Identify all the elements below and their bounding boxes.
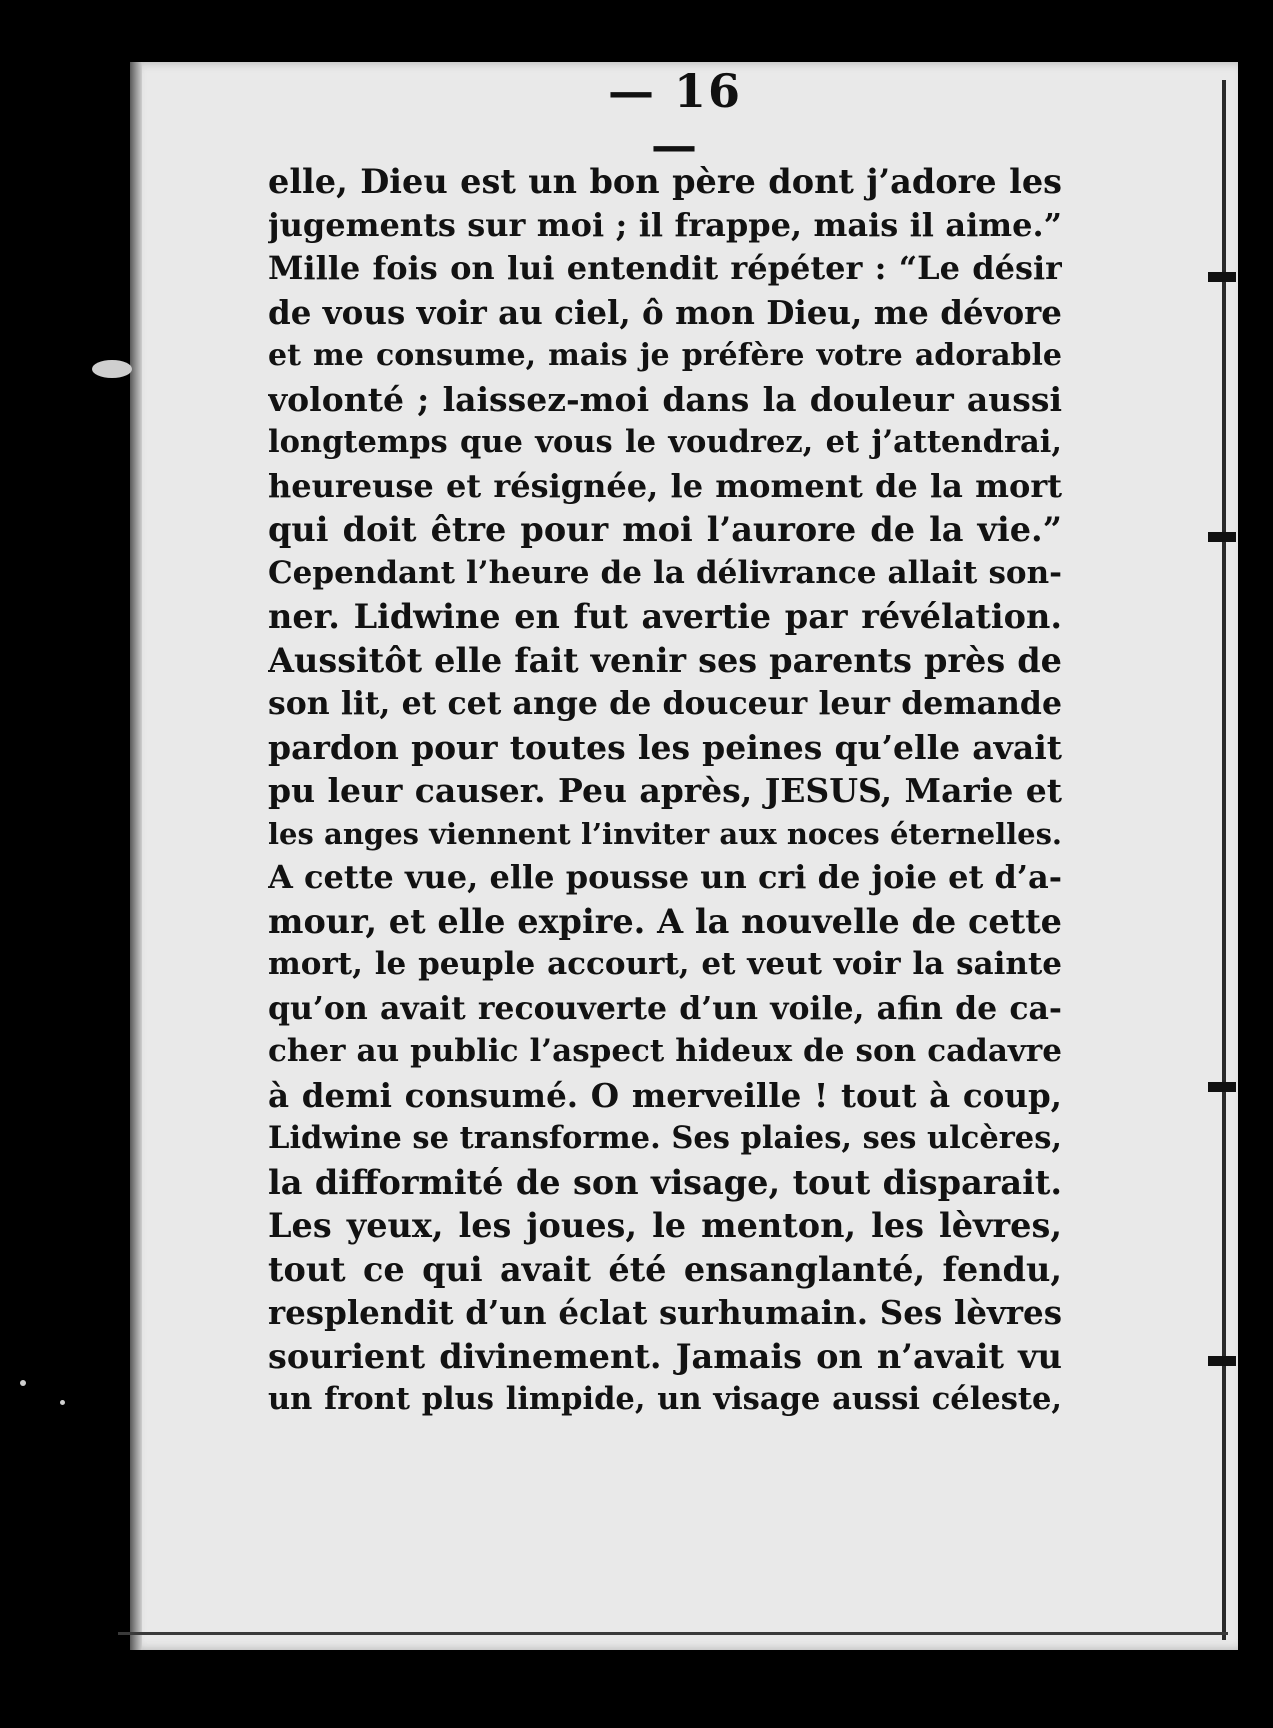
text-line: et me consume, mais je préfère votre adorable xyxy=(268,338,1062,373)
text-line: qu’on avait recouverte d’un voile, afin de ca- xyxy=(268,989,1062,1027)
margin-tick-mark xyxy=(1208,272,1236,282)
text-line: qui doit être pour moi l’aurore de la vie.” xyxy=(268,510,1062,549)
text-line: les anges viennent l’inviter aux noces éternelles. xyxy=(268,816,1062,851)
scan-artifact xyxy=(92,360,132,378)
bottom-edge-rule xyxy=(118,1632,1228,1635)
text-line: pardon pour toutes les peines qu’elle avait xyxy=(268,727,1062,767)
text-line: Cependant l’heure de la délivrance allait son- xyxy=(268,554,1062,591)
page-number: — 16 — xyxy=(607,64,743,172)
scan-artifact xyxy=(20,1380,26,1386)
text-line: heureuse et résignée, le moment de la mort xyxy=(268,466,1062,505)
text-line: mort, le peuple accourt, et veut voir la sainte xyxy=(268,946,1062,982)
text-line: à demi consumé. O merveille ! tout à coup, xyxy=(268,1075,1062,1115)
margin-tick-mark xyxy=(1208,1082,1236,1092)
text-line: de vous voir au ciel, ô mon Dieu, me dévore xyxy=(268,292,1062,332)
text-line: Aussitôt elle fait venir ses parents près de xyxy=(268,640,1062,680)
text-line: son lit, et cet ange de douceur leur demande xyxy=(268,685,1062,722)
text-line: longtemps que vous le voudrez, et j’attendrai, xyxy=(268,424,1062,460)
text-line: pu leur causer. Peu après, JESUS, Marie et xyxy=(268,771,1062,810)
text-line: sourient divinement. Jamais on n’avait vu xyxy=(268,1336,1062,1376)
text-line: un front plus limpide, un visage aussi céleste, xyxy=(268,1381,1062,1417)
margin-tick-mark xyxy=(1208,1356,1236,1366)
text-line: resplendit d’un éclat surhumain. Ses lèvres xyxy=(268,1293,1062,1332)
text-line: Lidwine se transforme. Ses plaies, ses ulcères, xyxy=(268,1120,1062,1156)
text-line: elle, Dieu est un bon père dont j’adore les xyxy=(268,162,1062,201)
text-line: mour, et elle expire. A la nouvelle de cette xyxy=(268,901,1062,941)
page-body-text xyxy=(268,160,1062,1422)
scan-artifact xyxy=(60,1400,65,1405)
margin-tick-mark xyxy=(1208,532,1236,542)
text-line: cher au public l’aspect hideux de son cadavre xyxy=(268,1033,1062,1069)
text-line: Les yeux, les joues, le menton, les lèvres, xyxy=(268,1206,1062,1245)
right-margin-rule xyxy=(1222,80,1226,1640)
page-gutter-shadow xyxy=(130,62,142,1650)
text-line: A cette vue, elle pousse un cri de joie et d’a- xyxy=(268,858,1062,896)
text-line: la difformité de son visage, tout disparait. xyxy=(268,1162,1062,1202)
text-line: ner. Lidwine en fut avertie par révélation. xyxy=(268,597,1062,636)
text-line: volonté ; laissez-moi dans la douleur aussi xyxy=(268,379,1062,419)
text-line: tout ce qui avait été ensanglanté, fendu, xyxy=(268,1249,1062,1289)
text-line: Mille fois on lui entendit répéter : “Le désir xyxy=(268,249,1062,287)
text-line: jugements sur moi ; il frappe, mais il aime.” xyxy=(268,205,1062,244)
